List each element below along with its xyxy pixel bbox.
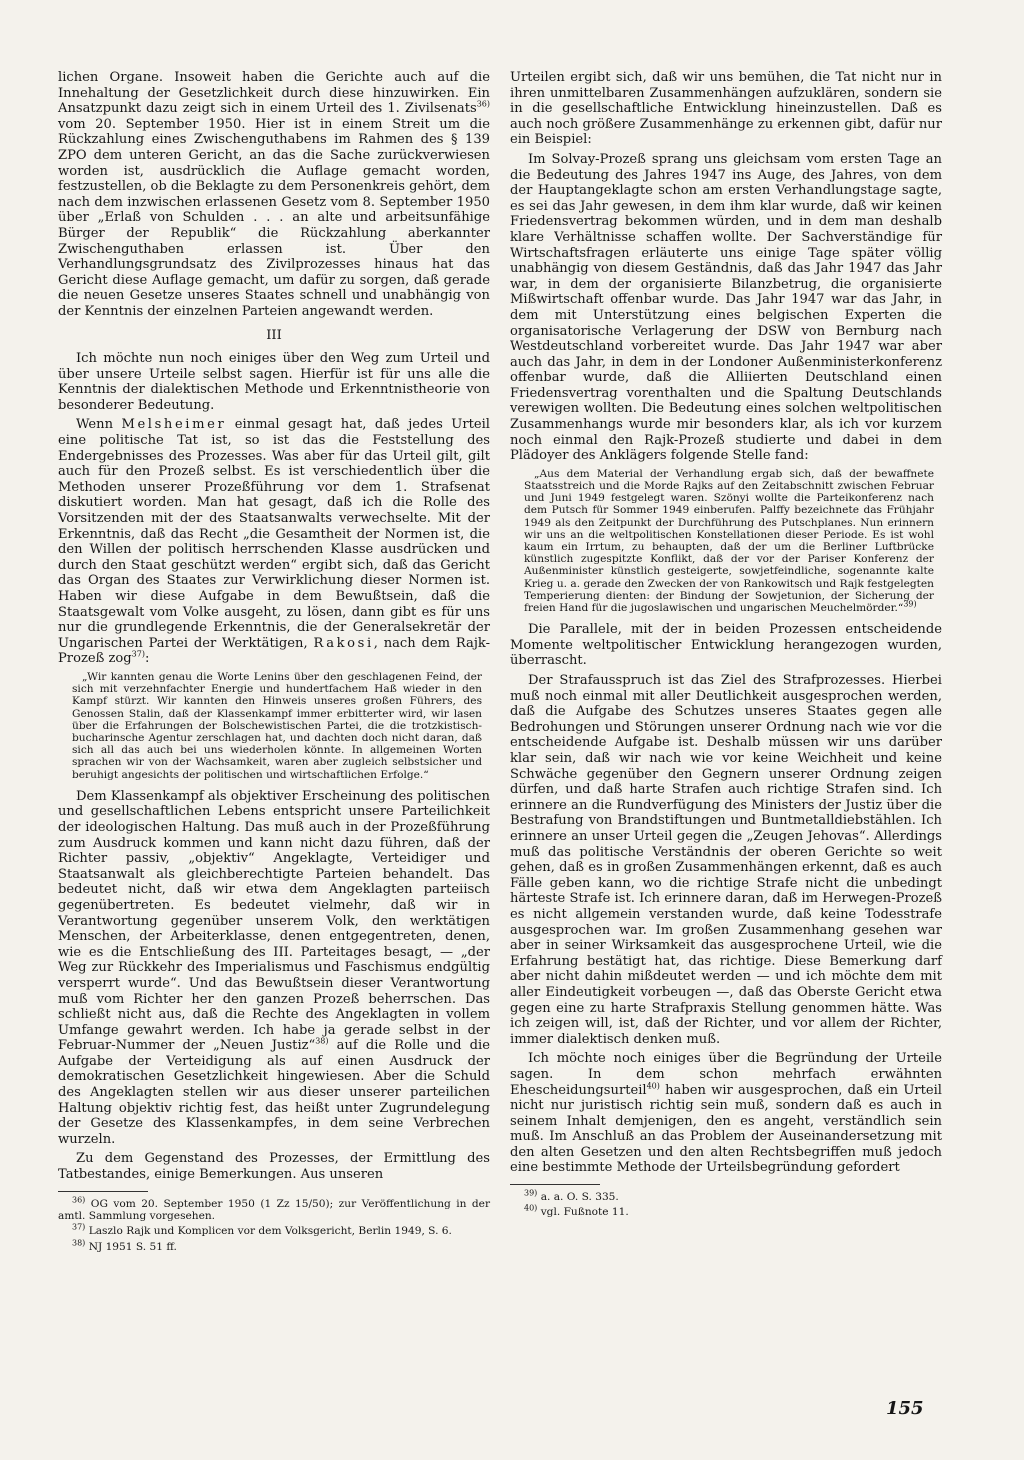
text: : bbox=[144, 651, 150, 667]
footnote-number: 38) bbox=[72, 1238, 86, 1248]
footnote-number: 40) bbox=[524, 1203, 538, 1213]
footnote-text: a. a. O. S. 335. bbox=[540, 1191, 619, 1204]
paragraph bbox=[510, 1051, 942, 1176]
footnote-number: 36) bbox=[72, 1195, 86, 1205]
paragraph: Urteilen ergibt sich, daß wir uns bemühen, die Tat nicht nur in ihren unmittelbaren Zusammenhängen aufzuklären, sondern sie in die gesellschaftliche Entwicklung hineinzustellen. Daß es auch noch größere Zusammenhänge zu erkennen gibt, dafür nur ein Beispiel: bbox=[510, 70, 942, 148]
text: vom 20. September 1950. Hier ist in einem Streit um die Rückzahlung eines Zwischenguthabens im Rahmen des § 139 ZPO dem unteren Gericht, an das die Sache zurückverwiesen worden ist, ausdrücklich die Auflage gemacht worden, festzustellen, ob die Beklagte zu dem Personenkreis gehört, dem nach dem inzwischen erlassenen Gesetz vom 8. September 1950 über „Erlaß von Schulden . . . an alte und arbeitsunfähige Bürger der Republik“ die Rückzahlung aberkannter Zwischenguthaben erlassen ist. Über den Verhandlungsgrundsatz des Zivilprozesses hinaus hat das Gericht diese Auflage gemacht, um dafür zu sorgen, daß gerade die neuen Gesetze unseres Staates schnell und unabhängig von der Kenntnis der einzelnen Parteien angewandt werden. bbox=[58, 116, 490, 319]
paragraph: Im Solvay-Prozeß sprang uns gleichsam vom ersten Tage an die Bedeutung des Jahres 1947 ins Auge, des Jahres, von dem der Hauptangeklagte schon am ersten Verhandlungstage sagte, es sei das Jahr gewesen, in dem ihm klar wurde, daß wir keinen Friedensvertrag bekommen würden, und in dem man deshalb klare Verhältnisse schaffen wollte. Der Sachverständige für Wirtschaftsfragen erläuterte uns einige Tage später völlig unabhängig von diesem Geständnis, daß das Jahr 1947 das Jahr war, in dem der organisierte Bilanzbetrug, die organisierte Mißwirtschaft offenbar wurde. Das Jahr 1947 war das Jahr, in dem mit Unterstützung eines belgischen Experten die organisatorische Verlagerung der DSW von Bernburg nach Westdeutschland vorbereitet wurde. Das Jahr 1947 war aber auch das Jahr, in dem in der Londoner Außenministerkonferenz offenbar wurde, daß die Alliierten Deutschland einen Friedensvertrag vorenthalten und die Spaltung Deutschlands verewigen wollten. Die Bedeutung eines solchen weltpolitischen Zusammenhangs wurde mir besonders klar, als ich vor kurzem noch einmal den Rajk-Prozeß studierte und dabei in dem Plädoyer des Anklägers folgende Stelle fand: bbox=[510, 151, 942, 464]
footnote-number: 39) bbox=[524, 1188, 538, 1198]
paragraph: Ich möchte nun noch einiges über den Weg zum Urteil und über unsere Urteile selbst sagen. Hierfür ist für uns alle die Kenntnis der dialektischen Methode und Erkenntnistheorie von besonderer Bedeutung. bbox=[58, 351, 490, 413]
footnote bbox=[510, 1203, 942, 1219]
text: lichen Organe. Insoweit haben die Gerichte auch auf die Innehaltung der Gesetzlichkeit durch diese hinzuwirken. Ein Ansatzpunkt dazu zeigt sich in einem Urteil des 1. Zivilsenats bbox=[58, 70, 490, 117]
block-quote bbox=[524, 468, 934, 614]
text: Ich möchte noch einiges über die Begründung der Urteile sagen. In dem schon mehrfach erwähnten Ehescheidungsurteil bbox=[510, 1051, 942, 1098]
person-name: Melsheimer bbox=[121, 417, 227, 433]
footnote bbox=[58, 1238, 490, 1253]
page-number: 155 bbox=[886, 1398, 924, 1419]
text: auf die Rolle und die Aufgabe der Verteidigung als auf einen Ausdruck der demokratischen Gesetzlichkeit hingewiesen. Aber die Schuld des Angeklagten stellen wir aus dieser unserer parteilichen Haltung objektiv richtig fest, das heißt unter Zugrundelegung der Gesetze des Klassenkampfes, in dem seine Verbrechen wurzeln. bbox=[58, 1038, 490, 1147]
footnote bbox=[510, 1188, 942, 1204]
paragraph: Zu dem Gegenstand des Prozesses, der Ermittlung des Tatbestandes, einige Bemerkungen. Aus unseren bbox=[58, 1151, 490, 1183]
footnote-text: NJ 1951 S. 51 ff. bbox=[88, 1240, 177, 1253]
paragraph bbox=[58, 417, 490, 667]
footnote-text: OG vom 20. September 1950 (1 Zz 15/50); zur Veröffentlichung in der amtl. Sammlung vorgesehen. bbox=[58, 1197, 491, 1223]
footnote-divider bbox=[58, 1191, 148, 1192]
paragraph bbox=[58, 70, 490, 320]
text: „Aus dem Material der Verhandlung ergab sich, daß der bewaffnete Staatsstreich und die Morde Rajks auf den Zeitabschnitt zwischen Februar und Juni 1949 festgelegt waren. Szönyi wollte die Parteikonferenz nach dem Putsch für Sommer 1949 einberufen. Palffy bezeichnete das Frühjahr 1949 als den Zeitpunkt der Durchführung des Putschplanes. Nun erinnern wir uns an die weltpolitischen Konstellationen dieser Periode. Es ist wohl kaum ein Irrtum, zu behaupten, daß der um die Berliner Luftbrücke künstlich zugespitzte Konflikt, daß der vor der Pariser Konferenz der Außenminister künstlich gesteigerte, sowjetfeindliche, sogenannte kalte Krieg u. a. gerade den Zwecken der von Rankowitsch und Rajk festgelegten Temperierung dienten: der Bindung der Sowjetunion, der Sicherung der freien Hand für die jugoslawischen und ungarischen Meuchelmörder.“ bbox=[524, 467, 934, 615]
left-column bbox=[58, 70, 490, 1256]
footnote-ref: 40) bbox=[646, 1081, 660, 1091]
text: einmal gesagt hat, daß jedes Urteil eine politische Tat ist, so ist das die Feststellung des Endergebnisses des Prozesses. Was aber für das Urteil gilt, gilt auch für den Prozeß selbst. Es ist verschiedentlich über die Methoden unserer Prozeßführung vor dem 1. Strafsenat diskutiert worden. Man hat gesagt, daß ich die Rolle des Vorsitzenden mit der des Staatsanwalts verwechselte. Mit der Erkenntnis, daß das Recht „die Gesamtheit der Normen ist, die den Willen der politisch herrschenden Klasse ausdrücken und durch den Staat geschützt werden“ ergibt sich, daß das Gericht das Organ des Staates zur Verwirklichung dieser Normen ist. Haben wir diese Aufgabe in dem Bewußtsein, daß die Staatsgewalt vom Volke ausgeht, zu lösen, dann gibt es für uns nur die grundlegende Erkenntnis, die der Generalsekretär der Ungarischen Partei der Werktätigen, bbox=[58, 417, 490, 651]
text: Wenn bbox=[76, 417, 122, 433]
section-heading: III bbox=[266, 327, 282, 343]
person-name: Rakosi bbox=[313, 635, 374, 651]
right-column bbox=[510, 70, 942, 1222]
text: haben wir ausgesprochen, daß ein Urteil nicht nur juristisch richtig sein muß, sondern daß es auch in seinem Inhalt demjenigen, den es angeht, verständlich sein muß. Im Anschluß an das Problem der Auseinandersetzung mit den alten Gesetzen und den alten Rechtsbegriffen muß jedoch eine bestimmte Methode der Urteilsbegründung gefordert bbox=[510, 1082, 942, 1176]
block-quote: „Wir kannten genau die Worte Lenins über den geschlagenen Feind, der sich mit verzehnfachter Energie und hundertfachem Haß wieder in den Kampf stürzt. Wir kannten den Hinweis unseres großen Führers, des Genossen Stalin, daß der Klassenkampf immer erbitterter wird, wir lasen über die Erfahrungen der Bolschewistischen Partei, die die trotzkistisch-bucharinsche Agentur zerschlagen hat, und dachten doch nicht daran, daß sich all das auch bei uns wiederholen könnte. In allgemeinen Worten sprachen wir von der Wachsamkeit, waren aber zugleich selbstsicher und beruhigt angesichts der politischen und wirtschaftlichen Erfolge.“ bbox=[72, 670, 482, 781]
footnote-ref: 38) bbox=[315, 1036, 329, 1046]
footnote-divider bbox=[510, 1184, 600, 1185]
footnote-ref: 39) bbox=[903, 599, 917, 609]
footnote bbox=[58, 1195, 491, 1223]
text: Dem Klassenkampf als objektiver Erscheinung des politischen und gesellschaftlichen Lebens entspricht unsere Parteilichkeit der ideologischen Haltung. Das muß auch in der Prozeßführung zum Ausdruck kommen und kann nicht dazu führen, daß der Richter passiv, „objektiv“ Angeklagte, Verteidiger und Staatsanwalt als gleichberechtigte Parteien behandelt. Das bedeutet nicht, daß wir etwa dem Angeklagten parteiisch gegenübertreten. Es bedeutet vielmehr, daß wir in Verantwortung gegenüber unserem Volk, den werktätigen Menschen, der Arbeiterklasse, denen entgegentreten, denen, wie es die Entschließung des III. Parteitages besagt, — „der Weg zur Rückkehr des Imperialismus und Faschismus endgültig versperrt wurde“. Und das Bewußtsein dieser Verantwortung muß vom Richter her den ganzen Prozeß beherrschen. Das schließt nicht aus, daß die Rechte des Angeklagten in vollem Umfange gewahrt werden. Ich habe ja gerade selbst in der Februar-Nummer der „Neuen Justiz“ bbox=[58, 788, 490, 1054]
footnote bbox=[58, 1222, 490, 1238]
paragraph bbox=[58, 789, 490, 1148]
footnote-number: 37) bbox=[72, 1222, 86, 1232]
paragraph: Der Strafausspruch ist das Ziel des Strafprozesses. Hierbei muß noch einmal mit aller Deutlichkeit ausgesprochen werden, daß die Aufgabe des Schutzes unseres Staates gegen alle Bedrohungen und Störungen unserer Ordnung nach wie vor die entscheidende Aufgabe ist. Deshalb müssen wir uns darüber klar sein, daß wir nach wie vor keine Weichheit und keine Schwäche gegenüber den Gegnern unserer Ordnung zeigen dürfen, und daß harte Strafen auch richtige Strafen sind. Ich erinnere an die Rundverfügung des Ministers der Justiz über die Bestrafung von Brandstiftungen und Buntmetalldiebstählen. Ich erinnere an unser Urteil gegen die „Zeugen Jehovas“. Allerdings muß das politische Verständnis der oberen Gerichte so weit gehen, daß es in großen Zusammenhängen erkennt, daß es auch Fälle geben kann, wo die richtige Strafe nicht die unbedingt härteste Strafe ist. Ich erinnere daran, daß im Herwegen-Prozeß es nicht allgemein verstanden wurde, daß keine Todesstrafe ausgesprochen war. Im großen Zusammenhang gesehen war aber in seiner Wirksamkeit das ausgesprochene Urteil, wie die Erfahrung bestätigt hat, das richtige. Diese Bemerkung darf aber nicht dahin mißdeutet werden — und ich möchte dem mit aller Eindeutigkeit vorbeugen —, daß das Oberste Gericht etwa gegen eine zu harte Strafpraxis Stellung genommen hätte. Was ich zeigen will, ist, daß der Richter, und vor allem der Richter, immer dialektisch denken muß. bbox=[510, 673, 942, 1047]
paragraph: Die Parallele, mit der in beiden Prozessen entscheidende Momente weltpolitischer Entwicklung herangezogen wurden, überrascht. bbox=[510, 622, 942, 669]
footnote-ref: 37) bbox=[131, 650, 145, 660]
text: , nach dem Rajk-Prozeß zog bbox=[58, 635, 491, 667]
footnote-text: Laszlo Rajk und Komplicen vor dem Volksgericht, Berlin 1949, S. 6. bbox=[88, 1225, 452, 1238]
footnote-text: vgl. Fußnote 11. bbox=[540, 1206, 629, 1219]
footnote-ref: 36) bbox=[476, 99, 490, 109]
